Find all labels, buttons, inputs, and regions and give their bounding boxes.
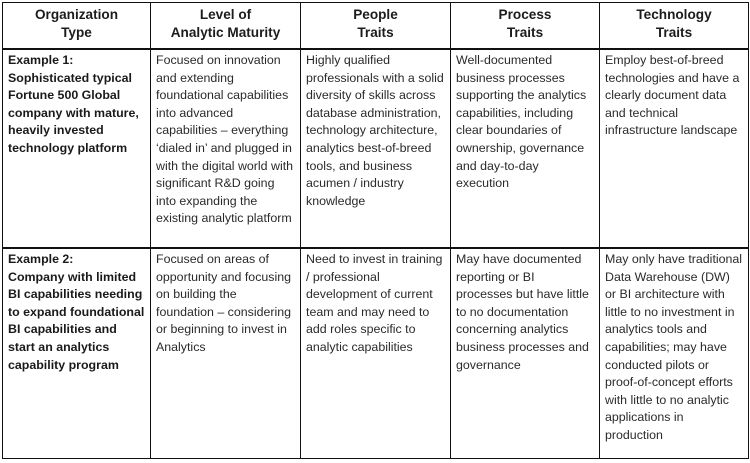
header-line: Organization xyxy=(34,7,119,22)
header-line: Traits xyxy=(506,25,544,40)
table-row xyxy=(3,49,749,248)
header-analytic-maturity xyxy=(151,3,301,50)
header-line: Type xyxy=(61,25,92,40)
header-line: Traits xyxy=(357,25,394,40)
header-process-traits xyxy=(451,3,600,50)
people-traits-cell: Need to invest in training / professional development of current team and may need to add roles specific to analytic capabilities xyxy=(301,248,451,459)
header-row xyxy=(3,3,749,50)
organization-type-cell xyxy=(3,248,151,459)
analytic-maturity-cell: Focused on areas of opportunity and focusing on building the foundation – considering or beginning to invest in Analytics xyxy=(151,248,301,459)
table-body xyxy=(3,49,749,459)
technology-traits-cell: May only have traditional Data Warehouse (DW) or BI architecture with little to no investment in analytics tools and capabilities; may have conducted pilots or proof-of-concept efforts with little to no analytic applications in production xyxy=(600,248,749,459)
process-traits-cell: Well-documented business processes supporting the analytics capabilities, including clear boundaries of ownership, governance and day-to-day execution xyxy=(451,49,600,248)
header-organization-type xyxy=(3,3,151,50)
header-line: Process xyxy=(498,7,552,22)
example-title: Example 1: xyxy=(8,53,74,67)
header-line: People xyxy=(353,7,398,22)
header-line: Analytic Maturity xyxy=(170,25,281,40)
maturity-comparison-table xyxy=(2,2,749,459)
table-row xyxy=(3,248,749,459)
table-header xyxy=(3,3,749,50)
technology-traits-cell: Employ best-of-breed technologies and have a clearly document data and technical infrastructure landscape xyxy=(600,49,749,248)
header-line: Level of xyxy=(199,7,252,22)
organization-description: Company with limited BI capabilities needing to expand foundational BI capabilities and start an analytics capability program xyxy=(8,269,145,372)
example-title: Example 2: xyxy=(8,252,74,266)
process-traits-cell: May have documented reporting or BI processes but have little to no documentation concerning analytics business processes and governance xyxy=(451,248,600,459)
organization-description: Sophisticated typical Fortune 500 Global company with mature, heavily invested technology platform xyxy=(8,70,139,155)
header-line: Technology xyxy=(636,7,712,22)
organization-type-cell xyxy=(3,49,151,248)
analytic-maturity-cell: Focused on innovation and extending foundational capabilities into advanced capabilities – everything ‘dialed in’ and plugged in with the digital world with significant R&D going into expanding the existing analytic platform xyxy=(151,49,301,248)
people-traits-cell: Highly qualified professionals with a solid diversity of skills across database administration, technology architecture, analytics best-of-breed tools, and business acumen / industry knowledge xyxy=(301,49,451,248)
header-technology-traits xyxy=(600,3,749,50)
header-line: Traits xyxy=(655,25,693,40)
header-people-traits xyxy=(301,3,451,50)
